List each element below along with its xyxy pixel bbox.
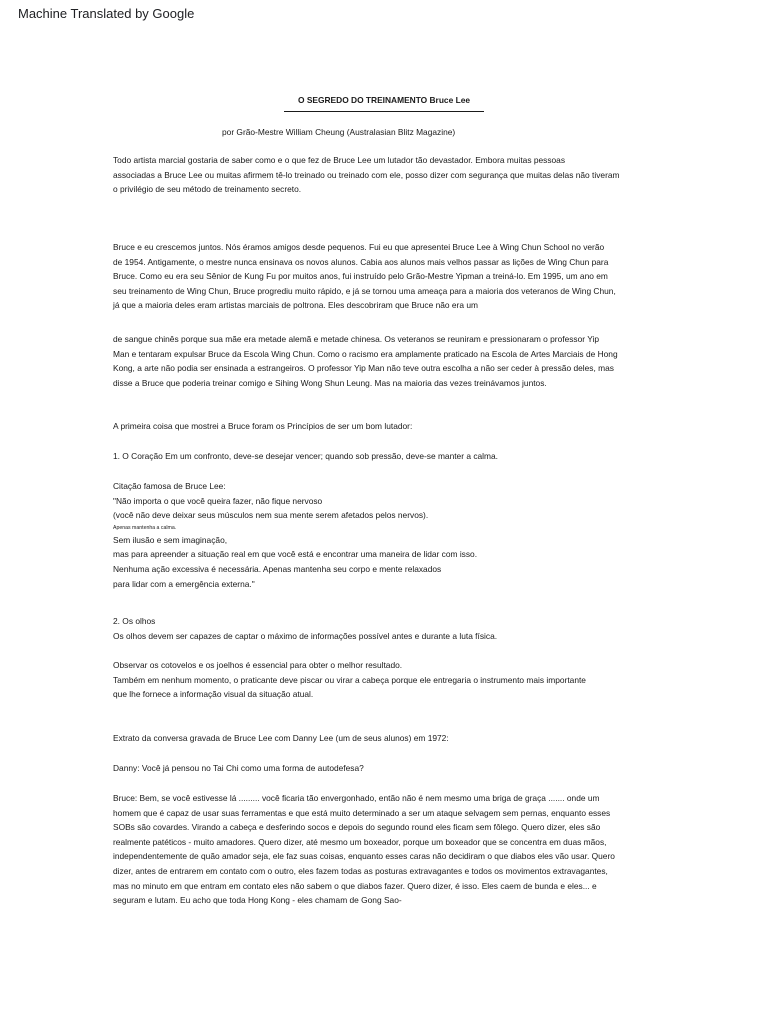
text-line: Man e tentaram expulsar Bruce da Escola Wing Chun. Como o racismo era amplamente praticado na Escola de Artes Marciais de Hong xyxy=(113,348,618,359)
title-block xyxy=(284,93,484,112)
text-line: (você não deve deixar seus músculos nem sua mente serem afetados pelos nervos). xyxy=(113,510,429,521)
text-line: Bruce e eu crescemos juntos. Nós éramos amigos desde pequenos. Fui eu que apresentei Bruce Lee à Wing Chun School no verão xyxy=(113,242,605,252)
text-line: Sem ilusão e sem imaginação, xyxy=(113,534,228,545)
text-line: Bruce: Bem, se você estivesse lá ......... você ficaria tão envergonhado, então não é nem mesmo uma briga de graça ....... onde um xyxy=(113,793,600,803)
text-line: 2. Os olhos xyxy=(113,616,156,626)
paragraph-bruce-answer xyxy=(113,791,658,908)
text-line: Citação famosa de Bruce Lee: xyxy=(113,481,226,491)
paragraph-transcript-intro xyxy=(113,731,658,746)
text-line: de 1954. Antigamente, o mestre nunca ensinava os novos alunos. Cabia aos alunos mais velhos passar as lições de Wing Chun para xyxy=(113,256,609,267)
text-line: Bruce. Como eu era seu Sênior de Kung Fu por muitos anos, fui instruído pelo Grão-Mestre Yipman a treiná-lo. Em 1995, um ano em xyxy=(113,271,608,282)
quote-block xyxy=(113,479,658,591)
text-line: associadas a Bruce Lee ou muitas afirmem tê-lo treinado ou treinado com ele, posso dizer com segurança que muitas delas não tiveram xyxy=(113,169,620,180)
text-line: que lhe fornece a informação visual da situação atual. xyxy=(113,689,314,700)
text-line: A primeira coisa que mostrei a Bruce foram os Princípios de ser um bom lutador: xyxy=(113,421,413,431)
text-line: Também em nenhum momento, o praticante deve piscar ou virar a cabeça porque ele entregaria o instrumento mais importante xyxy=(113,674,586,685)
principle-heart xyxy=(113,449,658,464)
principle-eyes xyxy=(113,614,658,643)
paragraph-heritage xyxy=(113,332,658,390)
document-title: O SEGREDO DO TREINAMENTO Bruce Lee xyxy=(297,95,471,105)
text-line: Nenhuma ação excessiva é necessária. Apenas mantenha seu corpo e mente relaxados xyxy=(113,563,442,574)
text-line: para lidar com a emergência externa." xyxy=(113,578,255,589)
small-text-line: Apenas mantenha a calma. xyxy=(113,524,177,531)
text-line: disse a Bruce que poderia treinar comigo e Sihing Wong Shun Leung. Mas na maioria das vezes treinávamos juntos. xyxy=(113,377,547,388)
text-line: Observar os cotovelos e os joelhos é essencial para obter o melhor resultado. xyxy=(113,660,403,670)
text-line: Todo artista marcial gostaria de saber como e o que fez de Bruce Lee um lutador tão devastador. Embora muitas pessoas xyxy=(113,155,566,165)
text-line: Os olhos devem ser capazes de captar o máximo de informações possível antes e durante a luta física. xyxy=(113,630,498,641)
title-underline xyxy=(284,111,484,112)
text-line: mas no minuto em que entram em contato eles não sabem o que diabos fazer. Quero dizer, é isso. Eles caem de bunda e eles... e xyxy=(113,880,597,891)
text-line: seguram e lutam. Eu acho que toda Hong Kong - eles chamam de Gong Sao- xyxy=(113,895,402,906)
text-line: o privilégio de seu método de treinamento secreto. xyxy=(113,184,302,195)
paragraph-observation xyxy=(113,658,658,702)
text-line: homem que é capaz de usar suas ferramentas e que está muito determinado a ser um ataque selvagem sem pernas, enquanto esses xyxy=(113,807,611,818)
paragraph-intro xyxy=(113,153,658,197)
text-line: 1. O Coração Em um confronto, deve-se desejar vencer; quando sob pressão, deve-se manter a calma. xyxy=(113,451,498,461)
text-line: de sangue chinês porque sua mãe era metade alemã e metade chinesa. Os veteranos se reuniram e pressionaram o professor Yip xyxy=(113,334,600,344)
text-line: dizer, antes de entrarem em contato com o outro, eles fazem todas as posturas extravagantes e todos os movimentos extravagantes, xyxy=(113,865,608,876)
paragraph-danny-question xyxy=(113,761,658,776)
text-line: SOBs são covardes. Virando a cabeça e desferindo socos e depois do segundo round eles ficam sem fôlego. Quero dizer, eles são xyxy=(113,822,601,833)
paragraph-childhood xyxy=(113,240,658,313)
text-line: já que a maioria deles eram artistas marciais de poltrona. Eles descobriram que Bruce não era um xyxy=(113,300,478,311)
text-line: Danny: Você já pensou no Tai Chi como uma forma de autodefesa? xyxy=(113,763,364,773)
text-line: seu treinamento de Wing Chun, Bruce progrediu muito rápido, e já se tornou uma ameaça para a maioria dos veteranos de Wing Chun, xyxy=(113,285,616,296)
text-line: Kong, a arte não podia ser ensinada a estrangeiros. O professor Yip Man não teve outra escolha a não ser ceder à pressão deles, mas xyxy=(113,363,614,374)
text-line: mas para apreender a situação real em que você está e encontrar uma maneira de lidar com isso. xyxy=(113,549,478,560)
paragraph-principles-intro xyxy=(113,419,658,434)
text-line: "Não importa o que você queira fazer, não fique nervoso xyxy=(113,495,323,506)
byline: por Grão-Mestre William Cheung (Australasian Blitz Magazine) xyxy=(222,127,456,137)
text-line: independentemente de quão amador seja, ele faz suas coisas, enquanto esses caras não decidiram o que diabos eles vão usar. Quero xyxy=(113,851,615,862)
text-line: realmente patéticos - muito amadores. Quero dizer, até mesmo um boxeador, porque um boxeador que se concentra em duas mãos, xyxy=(113,836,607,847)
text-line: Extrato da conversa gravada de Bruce Lee com Danny Lee (um de seus alunos) em 1972: xyxy=(113,733,449,743)
translation-banner: Machine Translated by Google xyxy=(18,6,195,21)
